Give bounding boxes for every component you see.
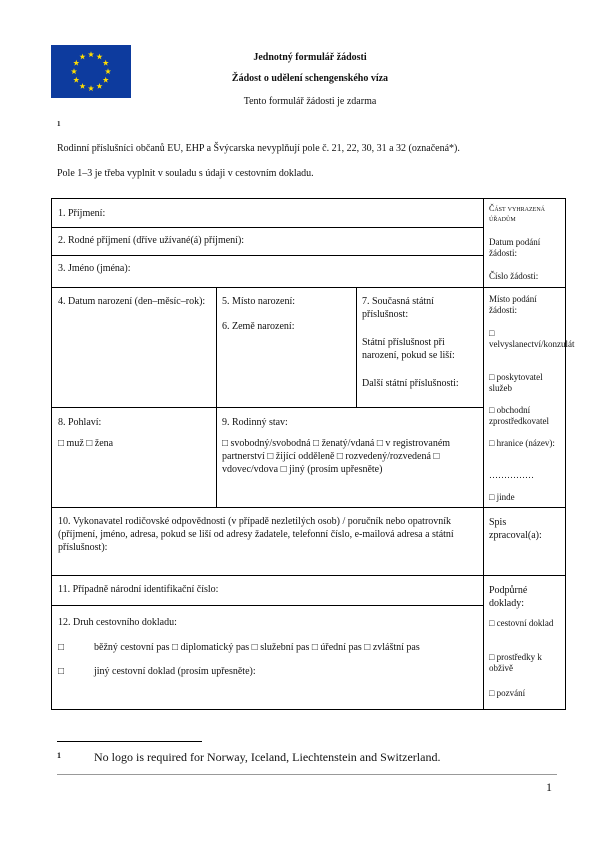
office-place-border[interactable]: □ hranice (název): <box>489 438 555 448</box>
field-8-sex-label: 8. Pohlaví: <box>58 417 102 428</box>
field-11-national-id-label: 11. Případně národní identifikační číslo: <box>58 584 219 595</box>
office-docs-invitation[interactable]: □ pozvání <box>489 688 526 698</box>
field-12-document-type-label: 12. Druh cestovního dokladu: <box>58 617 177 628</box>
footer-separator <box>57 774 557 775</box>
field-3-first-name-label: 3. Jméno (jména): <box>58 263 131 274</box>
eu-flag-logo <box>51 45 131 98</box>
office-use-heading: Část vyhrazená úřadům <box>489 204 546 223</box>
eu-star-icon <box>79 83 85 89</box>
office-place-elsewhere[interactable]: □ jinde <box>489 492 515 502</box>
intro-text-1: Rodinní příslušníci občanů EU, EHP a Švýcarska nevyplňují pole č. 21, 22, 30, 31 a 32 (označená*). <box>57 143 460 154</box>
form-title: Jednotný formulář žádosti <box>253 52 367 63</box>
page-number: 1 <box>546 780 552 794</box>
field-8-sex-options[interactable]: □ muž □ žena <box>58 438 114 449</box>
eu-star-icon <box>105 68 111 74</box>
field-5-place-of-birth-label: 5. Místo narození: <box>222 296 296 307</box>
eu-star-icon <box>73 60 79 66</box>
field-2-birth-surname-label: 2. Rodné příjmení (dříve užívané(á) příjmení): <box>58 235 245 246</box>
intro-text-2: Pole 1–3 je třeba vyplnit v souladu s údaji v cestovním dokladu. <box>57 168 314 179</box>
eu-stars-icon <box>51 45 131 98</box>
eu-star-icon <box>96 54 102 60</box>
field-9-marital-status-label: 9. Rodinný stav: <box>222 417 288 428</box>
office-docs-means-of-subsistence[interactable]: □ prostředky k obživě <box>489 652 542 673</box>
field-7-nationality-at-birth-label: Státní příslušnost při narození, pokud se liší: <box>362 337 455 361</box>
office-docs-travel-document[interactable]: □ cestovní doklad <box>489 618 554 628</box>
field-7-nationality-label: 7. Současná státní příslušnost: <box>362 296 434 320</box>
field-10-guardian-label: 10. Vykonavatel rodičovské odpovědnosti (v případě nezletilých osob) / poručník nebo opatrovník (příjmení, jméno, adresa, pokud se liší od adresy žadatele, telefonní číslo, e-mailová adresa a státní příslušnost): <box>58 516 454 553</box>
field-9-marital-status-options[interactable]: □ svobodný/svobodná □ ženatý/vdaná □ v registrovaném partnerství □ žijící odděleně □ rozvedený/rozvedená □ vdovec/vdova □ jiný (prosím upřesněte) <box>222 438 451 475</box>
eu-star-icon <box>79 54 85 60</box>
eu-star-icon <box>88 51 94 57</box>
eu-star-icon <box>103 77 109 83</box>
field-7-other-nationalities-label: Další státní příslušnosti: <box>362 378 459 389</box>
footnote-number: 1 <box>57 751 61 760</box>
checkbox-icon[interactable]: □ <box>58 642 65 653</box>
eu-star-icon <box>103 60 109 66</box>
eu-star-icon <box>71 68 77 74</box>
eu-star-icon <box>88 85 94 91</box>
footnote-ref: 1 <box>57 120 61 128</box>
field-12-document-options[interactable]: běžný cestovní pas □ diplomatický pas □ služební pas □ úřední pas □ zvláštní pas <box>94 642 420 653</box>
office-place-embassy[interactable]: □ velvyslanectví/konzulát <box>489 328 575 349</box>
field-4-date-of-birth-label: 4. Datum narození (den–měsíc–rok): <box>58 296 206 307</box>
office-date-label: Datum podání žádosti: <box>489 237 541 258</box>
eu-star-icon <box>73 77 79 83</box>
form-subtitle: Žádost o udělení schengenského víza <box>231 73 389 84</box>
footnote-separator <box>57 741 202 742</box>
office-place-label: Místo podání žádosti: <box>489 294 537 315</box>
field-1-surname-label: 1. Příjmení: <box>58 208 106 219</box>
office-place-dots: …………… <box>489 470 534 480</box>
office-file-handled-label: Spis zpracoval(a): <box>489 517 542 541</box>
office-number-label: Číslo žádosti: <box>489 271 539 281</box>
field-6-country-of-birth-label: 6. Země narození: <box>222 321 295 332</box>
footnote-text: No logo is required for Norway, Iceland, Liechtenstein and Switzerland. <box>94 750 441 764</box>
office-place-intermediary[interactable]: □ obchodní zprostředkovatel <box>489 405 549 426</box>
eu-star-icon <box>96 83 102 89</box>
free-note: Tento formulář žádosti je zdarma <box>243 96 377 107</box>
checkbox-icon[interactable]: □ <box>58 666 65 677</box>
field-12-other-document-option[interactable]: jiný cestovní doklad (prosím upřesněte): <box>94 666 256 677</box>
office-place-provider[interactable]: □ poskytovatel služeb <box>489 372 543 393</box>
office-supporting-docs-label: Podpůrné doklady: <box>489 585 528 609</box>
